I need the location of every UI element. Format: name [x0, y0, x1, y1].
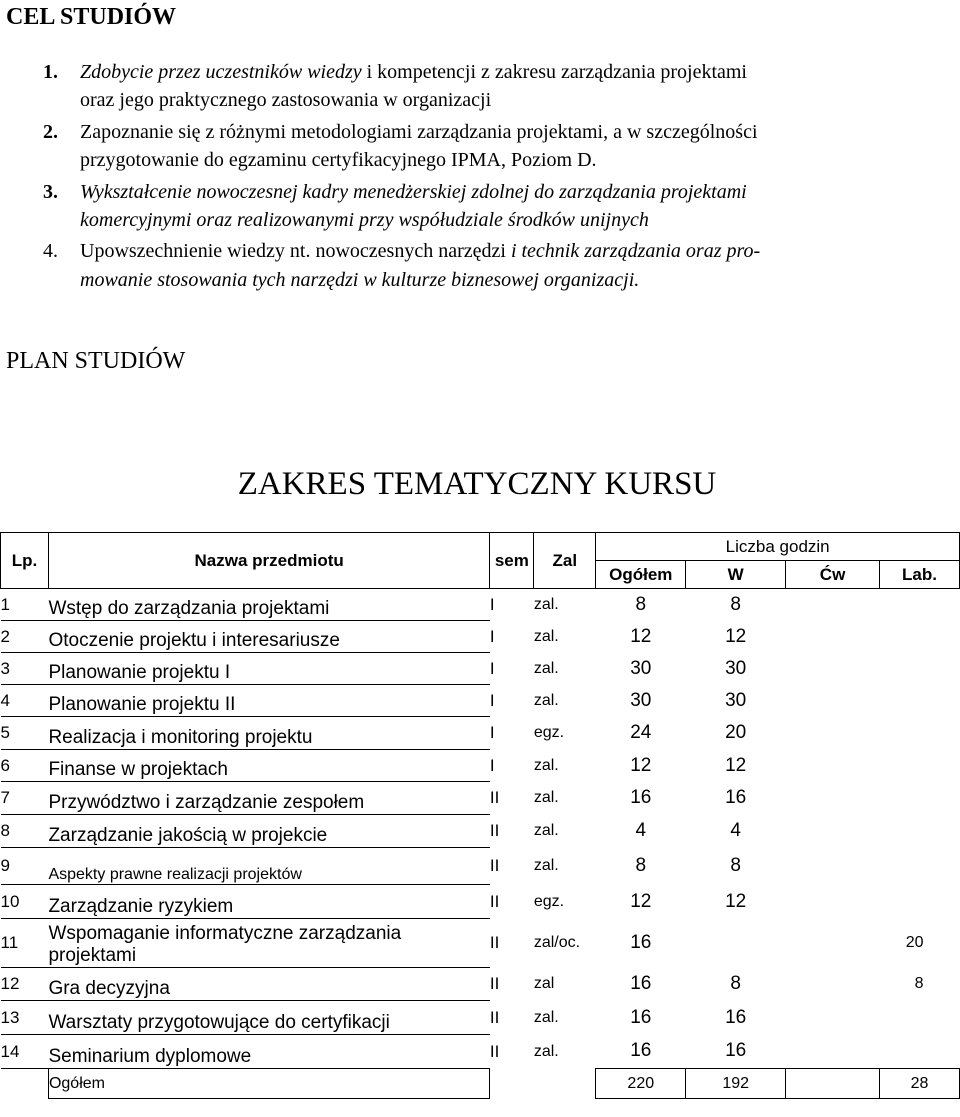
- row-lab: [879, 782, 959, 815]
- row-name: Realizacja i monitoring projektu: [48, 717, 489, 750]
- row-zal: zal/oc.: [533, 934, 581, 951]
- row-zal: zal.: [533, 822, 559, 839]
- row-sem: I: [489, 690, 495, 710]
- row-lp: 2: [1, 621, 49, 653]
- row-w: 16: [725, 1040, 747, 1062]
- goal-text: przygotowanie do egzaminu certyfikacyjnego IPMA, Poziom D.: [80, 149, 597, 171]
- row-w: 4: [730, 820, 741, 841]
- row-total: 12: [630, 625, 652, 647]
- row-total: 16: [630, 932, 652, 953]
- goal-number: 4.: [43, 240, 58, 262]
- row-lab: [879, 750, 959, 782]
- row-total: 16: [630, 1040, 652, 1062]
- row-cw: [786, 782, 880, 815]
- row-total: 16: [630, 1006, 652, 1028]
- row-lp: 9: [1, 848, 49, 885]
- header-w: W: [686, 561, 786, 589]
- row-cw: [786, 885, 880, 919]
- row-lab: [879, 1035, 959, 1069]
- header-lp: Lp.: [1, 533, 49, 589]
- row-cw: [786, 1001, 880, 1035]
- row-total: 30: [630, 657, 652, 679]
- row-lp: 13: [1, 1001, 49, 1035]
- row-w: [686, 919, 786, 968]
- row-total: 16: [630, 787, 652, 808]
- row-name: Seminarium dyplomowe: [48, 1035, 489, 1069]
- row-lp: 6: [1, 750, 49, 782]
- footer-cw: [786, 1069, 880, 1099]
- row-lp: 14: [1, 1035, 49, 1069]
- course-title: ZAKRES TEMATYCZNY KURSU: [237, 466, 717, 502]
- row-lp: 3: [1, 653, 49, 685]
- row-lp: 12: [1, 968, 49, 1001]
- row-lp: 10: [1, 885, 49, 919]
- row-lab: [879, 848, 959, 885]
- row-zal: zal.: [533, 1008, 559, 1026]
- row-name-line: projektami: [48, 945, 137, 966]
- row-lp: 8: [1, 815, 49, 848]
- row-name: Finanse w projektach: [48, 750, 489, 782]
- row-sem: I: [489, 658, 495, 678]
- footer-total: 220: [596, 1069, 686, 1099]
- row-total: 8: [635, 855, 647, 876]
- header-name: Nazwa przedmiotu: [48, 533, 489, 589]
- row-sem: II: [489, 821, 500, 840]
- table-row: [1, 717, 960, 750]
- row-lp: 4: [1, 685, 49, 717]
- row-lab: [879, 815, 959, 848]
- footer-w: 192: [686, 1069, 786, 1099]
- row-zal: zal.: [533, 627, 559, 645]
- row-sem: II: [489, 856, 500, 875]
- row-lab: [879, 1001, 959, 1035]
- row-lab: [879, 885, 959, 919]
- row-zal: zal.: [533, 691, 559, 709]
- table-row: [1, 621, 960, 653]
- row-name: Warsztaty przygotowujące do certyfikacji: [48, 1001, 489, 1035]
- row-lab: [879, 653, 959, 685]
- row-zal: egz.: [533, 892, 565, 910]
- row-cw: [786, 968, 880, 1001]
- header-sem: sem: [490, 533, 534, 589]
- table-row: [1, 782, 960, 815]
- row-lab: 20: [905, 934, 924, 951]
- goal-text: oraz jego praktycznego zastosowania w organizacji: [80, 89, 492, 111]
- row-total: 4: [635, 820, 647, 841]
- row-sem: II: [489, 974, 500, 993]
- goal-text: Upowszechnienie wiedzy nt. nowoczesnych narzędzi: [80, 240, 511, 262]
- row-name: Otoczenie projektu i interesariusze: [48, 621, 489, 653]
- row-name: Przywództwo i zarządzanie zespołem: [48, 782, 489, 815]
- row-zal: zal.: [533, 1042, 559, 1060]
- header-lab: Lab.: [879, 561, 959, 589]
- goal-number: 1.: [43, 61, 58, 83]
- row-name: Zarządzanie ryzykiem: [48, 885, 489, 919]
- header-cw: Ćw: [786, 561, 880, 589]
- row-lp: 5: [1, 717, 49, 750]
- table-row: [1, 685, 960, 717]
- row-cw: [786, 1035, 880, 1069]
- row-total: 12: [630, 890, 652, 912]
- row-sem: I: [489, 594, 495, 614]
- row-sem: II: [489, 891, 500, 911]
- row-cw: [786, 750, 880, 782]
- row-total: 8: [635, 593, 647, 615]
- row-zal: egz.: [533, 724, 565, 741]
- goal-number: 3.: [43, 181, 58, 203]
- row-w: 8: [730, 973, 741, 994]
- plan-heading: PLAN STUDIÓW: [6, 348, 186, 374]
- row-w: 16: [725, 1006, 747, 1028]
- row-cw: [786, 717, 880, 750]
- table-row: [1, 653, 960, 685]
- header-hours: Liczba godzin: [596, 533, 960, 561]
- row-cw: [786, 815, 880, 848]
- row-name: Aspekty prawne realizacji projektów: [48, 848, 489, 885]
- header-zal: Zal: [534, 533, 596, 589]
- row-cw: [786, 848, 880, 885]
- row-total: 30: [630, 689, 652, 711]
- row-lab: [879, 621, 959, 653]
- goal-text: i kompetencji z zakresu zarządzania projektami: [361, 61, 747, 83]
- row-lab: [879, 717, 959, 750]
- row-w: 30: [725, 689, 747, 711]
- row-name: Wstęp do zarządzania projektami: [48, 589, 489, 621]
- goal-text-italic: Zdobycie przez uczestników wiedzy: [80, 61, 362, 83]
- goal-text-italic: i technik zarządzania oraz pro-: [510, 240, 761, 262]
- row-w: 30: [725, 657, 747, 679]
- row-sem: II: [489, 933, 500, 952]
- row-total: 24: [630, 722, 652, 743]
- row-name: Planowanie projektu I: [48, 653, 489, 685]
- row-lab: 8: [914, 975, 924, 992]
- row-zal: zal: [533, 975, 555, 992]
- table-row: [1, 919, 960, 968]
- row-lp: 11: [1, 919, 49, 968]
- goals-heading: CEL STUDIÓW: [6, 4, 177, 30]
- table-row: [1, 589, 960, 621]
- row-zal: zal.: [533, 756, 559, 774]
- table-row: [1, 1001, 960, 1035]
- table-row: [1, 815, 960, 848]
- row-sem: II: [489, 1041, 500, 1061]
- row-cw: [786, 919, 880, 968]
- row-zal: zal.: [533, 595, 559, 613]
- footer-label: Ogółem: [48, 1069, 489, 1099]
- row-total: 12: [630, 754, 652, 776]
- goal-text: mowanie stosowania tych narzędzi w kulturze biznesowej organizacji.: [80, 269, 640, 291]
- row-zal: zal.: [533, 659, 559, 677]
- table-row: [1, 968, 960, 1001]
- row-cw: [786, 589, 880, 621]
- row-w: 12: [725, 625, 747, 647]
- row-cw: [786, 685, 880, 717]
- row-cw: [786, 621, 880, 653]
- row-lp: 7: [1, 782, 49, 815]
- row-sem: I: [489, 723, 495, 742]
- row-lab: [879, 589, 959, 621]
- row-name: Gra decyzyjna: [48, 968, 489, 1001]
- footer-lab: 28: [879, 1069, 959, 1099]
- goal-text: komercyjnymi oraz realizowanymi przy współudziale środków unijnych: [80, 209, 649, 231]
- row-sem: I: [489, 626, 495, 646]
- goal-number: 2.: [43, 121, 58, 143]
- row-sem: II: [489, 1007, 500, 1027]
- row-w: 12: [725, 890, 747, 912]
- row-cw: [786, 653, 880, 685]
- row-w: 8: [730, 855, 741, 876]
- table-row: [1, 885, 960, 919]
- row-lab: [879, 685, 959, 717]
- row-total: 16: [630, 973, 652, 994]
- row-w: 16: [725, 787, 747, 808]
- course-table: [0, 532, 960, 1099]
- table-row: [1, 848, 960, 885]
- row-sem: II: [489, 788, 500, 807]
- row-sem: I: [489, 755, 495, 775]
- row-zal: zal.: [533, 857, 559, 874]
- row-w: 12: [725, 754, 747, 776]
- table-header-row: [1, 533, 960, 561]
- table-row: [1, 750, 960, 782]
- header-total: Ogółem: [596, 561, 686, 589]
- goal-text: Zapoznanie się z różnymi metodologiami zarządzania projektami, a w szczególności: [80, 121, 758, 143]
- row-zal: zal.: [533, 789, 559, 806]
- table-row: [1, 1035, 960, 1069]
- row-w: 20: [725, 722, 747, 743]
- row-name-line: Wspomaganie informatyczne zarządzania: [48, 923, 402, 944]
- row-name: Zarządzanie jakością w projekcie: [48, 815, 489, 848]
- row-lp: 1: [1, 589, 49, 621]
- table-footer-row: [1, 1069, 960, 1099]
- row-name: [48, 919, 489, 968]
- row-name: Planowanie projektu II: [48, 685, 489, 717]
- goal-text: Wykształcenie nowoczesnej kadry menedżerskiej zdolnej do zarządzania projektami: [80, 181, 747, 203]
- row-w: 8: [730, 593, 741, 615]
